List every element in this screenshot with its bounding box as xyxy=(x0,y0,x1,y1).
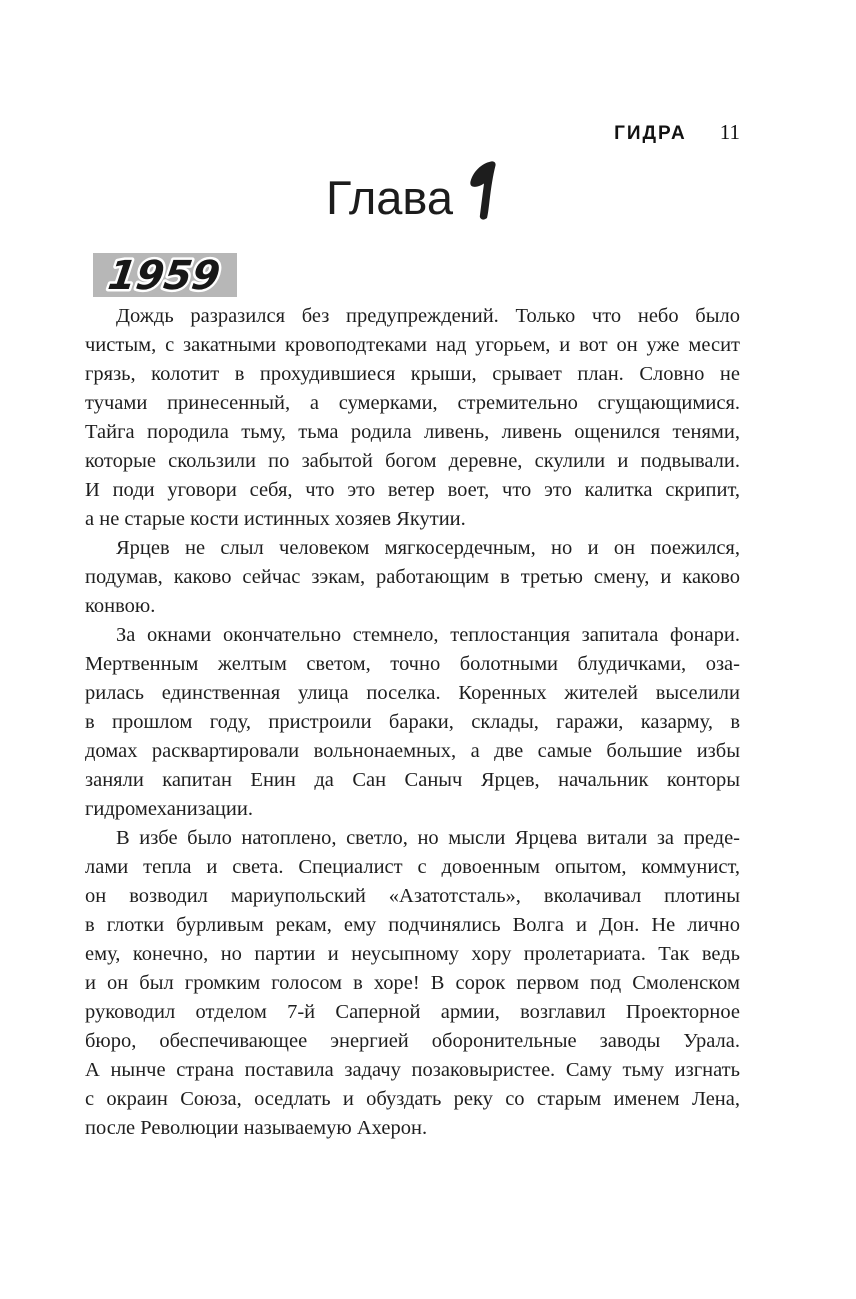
text-line: после Революции называемую Ахерон. xyxy=(85,1117,428,1139)
text-line: Мертвенным желтым светом, точно болотными блудичками, оза- xyxy=(85,653,740,675)
year-banner xyxy=(93,253,237,297)
text-line: подумав, каково сейчас зэкам, работающим в третью смену, и каково xyxy=(85,566,740,588)
paragraph xyxy=(85,302,740,534)
running-header xyxy=(85,120,740,145)
paragraph xyxy=(85,621,740,824)
paragraph xyxy=(85,824,740,1143)
text-line: ему, конечно, но партии и неусыпному хору пролетариата. Так ведь xyxy=(85,943,740,965)
text-line: в глотки бурливым рекам, ему подчинялись Волга и Дон. Не лично xyxy=(85,914,740,936)
chapter-label: Глава xyxy=(326,171,453,224)
text-line: тучами принесенный, а сумерками, стремительно сгущающимися. xyxy=(85,392,740,414)
text-line: в прошлом году, пристроили бараки, склады, гаражи, казарму, в xyxy=(85,711,740,733)
text-line: грязь, колотит в прохудившиеся крыши, срывает план. Словно не xyxy=(85,363,740,385)
text-line: заняли капитан Енин да Сан Саныч Ярцев, начальник конторы xyxy=(85,769,740,791)
running-title: ГИДРА xyxy=(614,123,687,144)
year-text: 1959 xyxy=(105,253,223,299)
body-text xyxy=(85,302,740,1143)
text-line: руководил отделом 7-й Саперной армии, возглавил Проекторное xyxy=(85,1001,740,1023)
text-line: с окраин Союза, оседлать и обуздать реку со старым именем Лена, xyxy=(85,1088,740,1110)
text-line: гидромеханизации. xyxy=(85,798,253,820)
chapter-heading xyxy=(85,160,740,225)
text-line: И поди уговори себя, что это ветер воет, что это калитка скрипит, xyxy=(85,479,740,501)
chapter-number-text xyxy=(499,160,500,161)
year-digits xyxy=(101,241,229,303)
text-line: он возводил мариупольский «Азатотсталь», вколачивал плотины xyxy=(85,885,740,907)
paragraph xyxy=(85,534,740,621)
chapter-number-glyph xyxy=(467,160,499,220)
text-line: Дождь разразился без предупреждений. Только что небо было xyxy=(116,305,740,327)
brush-numeral-1-icon xyxy=(467,160,499,220)
text-line: а не старые кости истинных хозяев Якутии. xyxy=(85,508,466,530)
text-line: конвою. xyxy=(85,595,156,617)
text-line: лами тепла и света. Специалист с довоенным опытом, коммунист, xyxy=(85,856,740,878)
text-line: бюро, обеспечивающее энергией оборонительные заводы Урала. xyxy=(85,1030,740,1052)
text-line: А нынче страна поставила задачу позаковыристее. Саму тьму изгнать xyxy=(85,1059,740,1081)
text-line: рилась единственная улица поселка. Коренных жителей выселили xyxy=(85,682,740,704)
text-line: Ярцев не слыл человеком мягкосердечным, но и он поежился, xyxy=(116,537,740,559)
text-line: которые скользили по забытой богом деревне, скулили и подвывали. xyxy=(85,450,740,472)
text-line: За окнами окончательно стемнело, теплостанция запитала фонари. xyxy=(116,624,740,646)
text-line: Тайга породила тьму, тьма родила ливень, ливень ощенился тенями, xyxy=(85,421,740,443)
page-number: 11 xyxy=(719,120,740,144)
text-line: и он был громким голосом в хоре! В сорок первом под Смоленском xyxy=(85,972,740,994)
text-line: чистым, с закатными кровоподтеками над угорьем, и вот он уже месит xyxy=(85,334,740,356)
text-line: домах расквартировали вольнонаемных, а две самые большие избы xyxy=(85,740,740,762)
text-line: В избе было натоплено, светло, но мысли Ярцева витали за преде- xyxy=(116,827,740,849)
